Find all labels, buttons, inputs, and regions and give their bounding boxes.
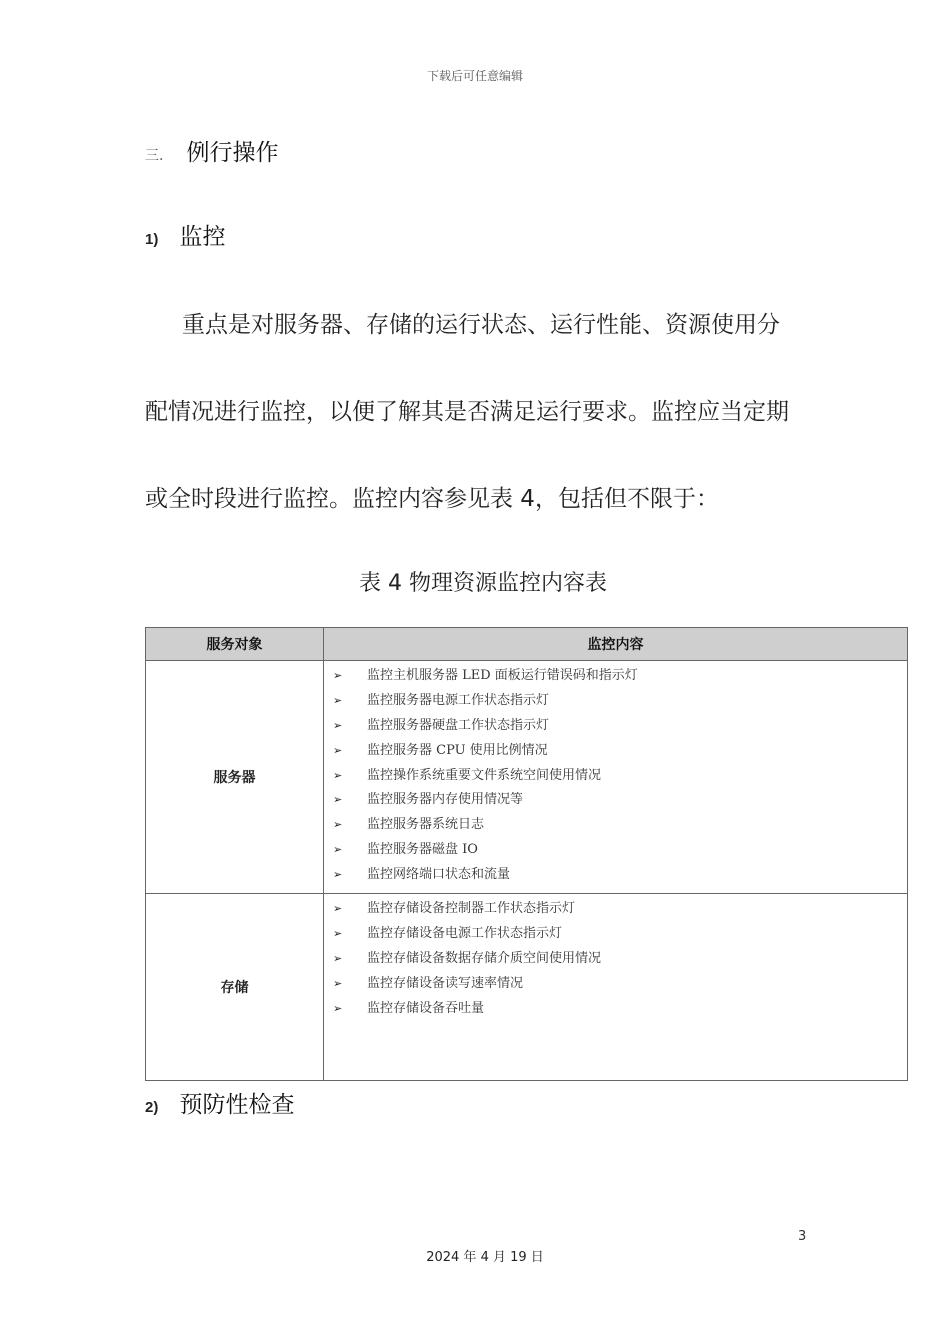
table-row [146,894,908,1081]
page-header-note: 下载后可任意编辑 [426,69,523,83]
subsection-title: 监控 [179,224,226,250]
arrow-bullet-icon: ➢ [333,818,343,832]
list-item [333,947,906,972]
table-header-row [146,628,908,661]
monitoring-item-text: 监控主机服务器 LED 面板运行错误码和指示灯 [367,668,638,683]
monitoring-item-text: 监控存储设备电源工作状态指示灯 [367,925,563,941]
arrow-bullet-icon: ➢ [333,743,343,757]
arrow-bullet-icon: ➢ [333,718,343,732]
monitoring-item-list [325,895,906,1025]
monitoring-item-text: 监控服务器电源工作状态指示灯 [367,692,550,708]
table-caption: 表 4 物理资源监控内容表 [359,571,607,596]
subsection-number: 2) [145,1099,159,1116]
page-number: 3 [798,1229,807,1244]
arrow-bullet-icon: ➢ [333,902,343,916]
monitoring-item-text: 监控服务器磁盘 IO [367,842,478,858]
list-item [333,664,906,689]
section-number: 三. [145,148,164,164]
monitoring-item-text: 监控存储设备控制器工作状态指示灯 [367,901,576,917]
subsection-heading-monitor [145,218,225,251]
footer-date: 2024 年 4 月 19 日 [426,1250,544,1265]
monitoring-item-text: 监控服务器内存使用情况等 [367,792,524,808]
list-item [333,897,906,922]
list-item [333,739,906,764]
subsection-title: 预防性检查 [179,1092,295,1118]
monitoring-item-text: 监控服务器系统日志 [367,817,485,833]
list-item [333,863,906,888]
section-title: 例行操作 [186,140,279,166]
paragraph-line: 重点是对服务器、存储的运行状态、运行性能、资源使用分 [182,312,780,338]
arrow-bullet-icon: ➢ [333,926,343,940]
arrow-bullet-icon: ➢ [333,793,343,807]
arrow-bullet-icon: ➢ [333,976,343,990]
list-item [333,689,906,714]
monitoring-content-cell [324,894,908,1081]
monitoring-item-text: 监控服务器 CPU 使用比例情况 [367,742,548,758]
monitoring-content-cell [324,661,908,894]
monitoring-item-text: 监控网络端口状态和流量 [367,867,511,883]
arrow-bullet-icon: ➢ [333,951,343,965]
list-item [333,838,906,863]
arrow-bullet-icon: ➢ [333,868,343,882]
monitoring-item-text: 监控存储设备数据存储介质空间使用情况 [367,950,602,966]
list-item [333,813,906,838]
column-header-content: 监控内容 [324,628,908,661]
arrow-bullet-icon: ➢ [333,768,343,782]
list-item [333,997,906,1022]
monitoring-item-text: 监控存储设备读写速率情况 [367,975,524,991]
arrow-bullet-icon: ➢ [333,843,343,857]
arrow-bullet-icon: ➢ [333,669,343,682]
list-item [333,788,906,813]
table-row [146,661,908,894]
arrow-bullet-icon: ➢ [333,1001,343,1015]
paragraph-line: 或全时段进行监控。监控内容参见表 4，包括但不限于： [145,486,719,512]
column-header-object: 服务对象 [146,628,324,661]
subsection-heading-preventive [145,1086,294,1119]
monitoring-item-list [325,662,906,892]
service-object-cell: 存储 [146,894,324,1081]
monitoring-item-text: 监控服务器硬盘工作状态指示灯 [367,717,550,733]
list-item [333,922,906,947]
arrow-bullet-icon: ➢ [333,693,343,707]
monitoring-item-text: 监控存储设备吞吐量 [367,1000,485,1016]
list-item [333,972,906,997]
service-object-cell: 服务器 [146,661,324,894]
monitoring-table [145,627,908,1081]
monitoring-item-text: 监控操作系统重要文件系统空间使用情况 [367,767,602,783]
subsection-number: 1) [145,231,159,248]
paragraph-line: 配情况进行监控，以便了解其是否满足运行要求。监控应当定期 [145,399,789,425]
list-item [333,714,906,739]
list-item [333,764,906,789]
section-heading [145,134,279,167]
